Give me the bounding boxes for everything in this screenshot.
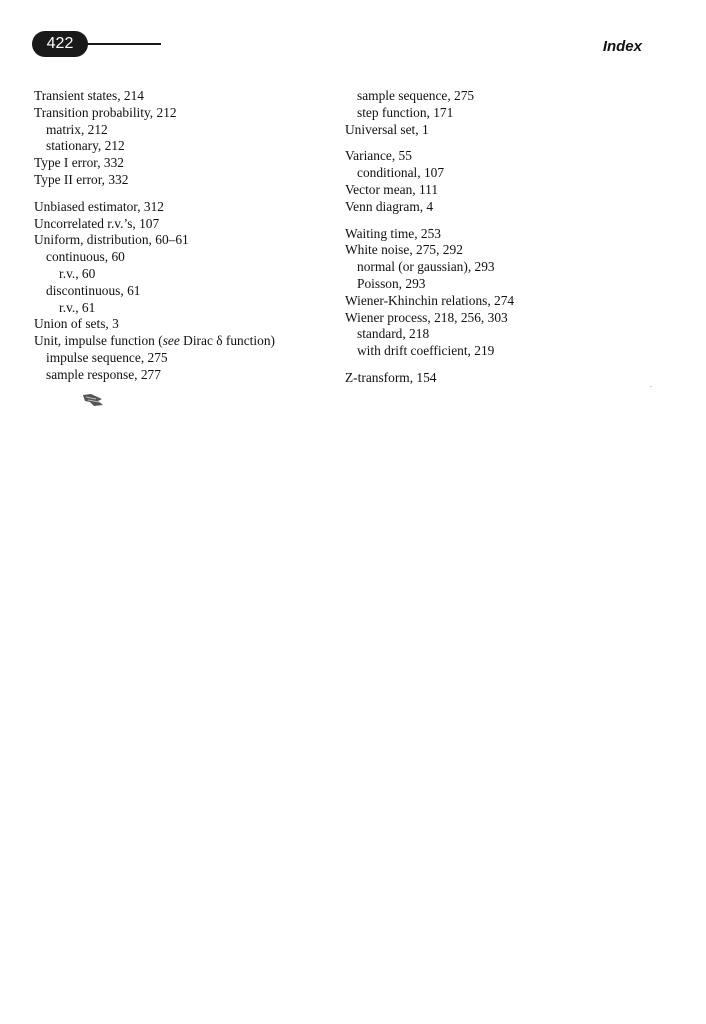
index-column-left (34, 88, 334, 384)
index-entry: Type I error, 332 (34, 155, 124, 171)
index-entry: Venn diagram, 4 (345, 198, 434, 214)
index-entry: White noise, 275, 292 (345, 242, 463, 258)
page-number: 422 (46, 35, 74, 52)
index-entry: Waiting time, 253 (345, 225, 441, 241)
entry-gap (345, 138, 665, 148)
index-subentry: standard, 218 (357, 326, 430, 342)
index-subentry: sample response, 277 (46, 366, 161, 382)
index-entry: Uncorrelated r.v.’s, 107 (34, 215, 160, 231)
index-subentry: stationary, 212 (46, 138, 125, 154)
page-number-badge (32, 31, 88, 57)
scan-speck (650, 386, 652, 387)
entry-text: Dirac δ function) (179, 333, 275, 349)
index-subentry: impulse sequence, 275 (46, 349, 168, 365)
index-entry: Wiener-Khinchin relations, 274 (345, 292, 515, 308)
index-entry: Variance, 55 (345, 148, 412, 164)
index-subentry: with drift coefficient, 219 (357, 343, 495, 359)
entry-text: Unit, impulse function ( (34, 333, 163, 349)
index-subentry: continuous, 60 (46, 249, 125, 265)
entry-gap (34, 189, 334, 199)
index-entry: Uniform, distribution, 60–61 (34, 232, 189, 248)
index-subentry: discontinuous, 61 (46, 282, 141, 298)
index-column-right (345, 88, 665, 387)
running-head: Index (602, 38, 642, 55)
index-subentry: step function, 171 (357, 104, 454, 120)
index-subentry: Poisson, 293 (357, 275, 426, 291)
index-subentry: r.v., 61 (59, 299, 96, 315)
entry-italic-text: see (162, 333, 180, 349)
index-entry: Wiener process, 218, 256, 303 (345, 309, 508, 325)
index-entry: Type II error, 332 (34, 171, 129, 187)
index-entry: Unbiased estimator, 312 (34, 198, 164, 214)
index-entry: Universal set, 1 (345, 121, 429, 137)
header-rule (84, 43, 161, 45)
index-subentry: r.v., 60 (59, 265, 96, 281)
entry-gap (345, 360, 665, 370)
index-entry: Vector mean, 111 (345, 181, 439, 197)
index-entry: Z-transform, 154 (345, 369, 437, 385)
index-entry: Transition probability, 212 (34, 104, 177, 120)
index-subentry: normal (or gaussian), 293 (357, 259, 495, 275)
index-entry: Transient states, 214 (34, 88, 144, 103)
index-subentry: conditional, 107 (357, 165, 445, 181)
entry-gap (345, 216, 665, 226)
index-entry (34, 333, 334, 350)
index-subentry: matrix, 212 (46, 121, 108, 137)
publisher-mark-icon (82, 393, 104, 407)
index-entry: Union of sets, 3 (34, 316, 119, 332)
index-subentry: sample sequence, 275 (357, 88, 475, 103)
